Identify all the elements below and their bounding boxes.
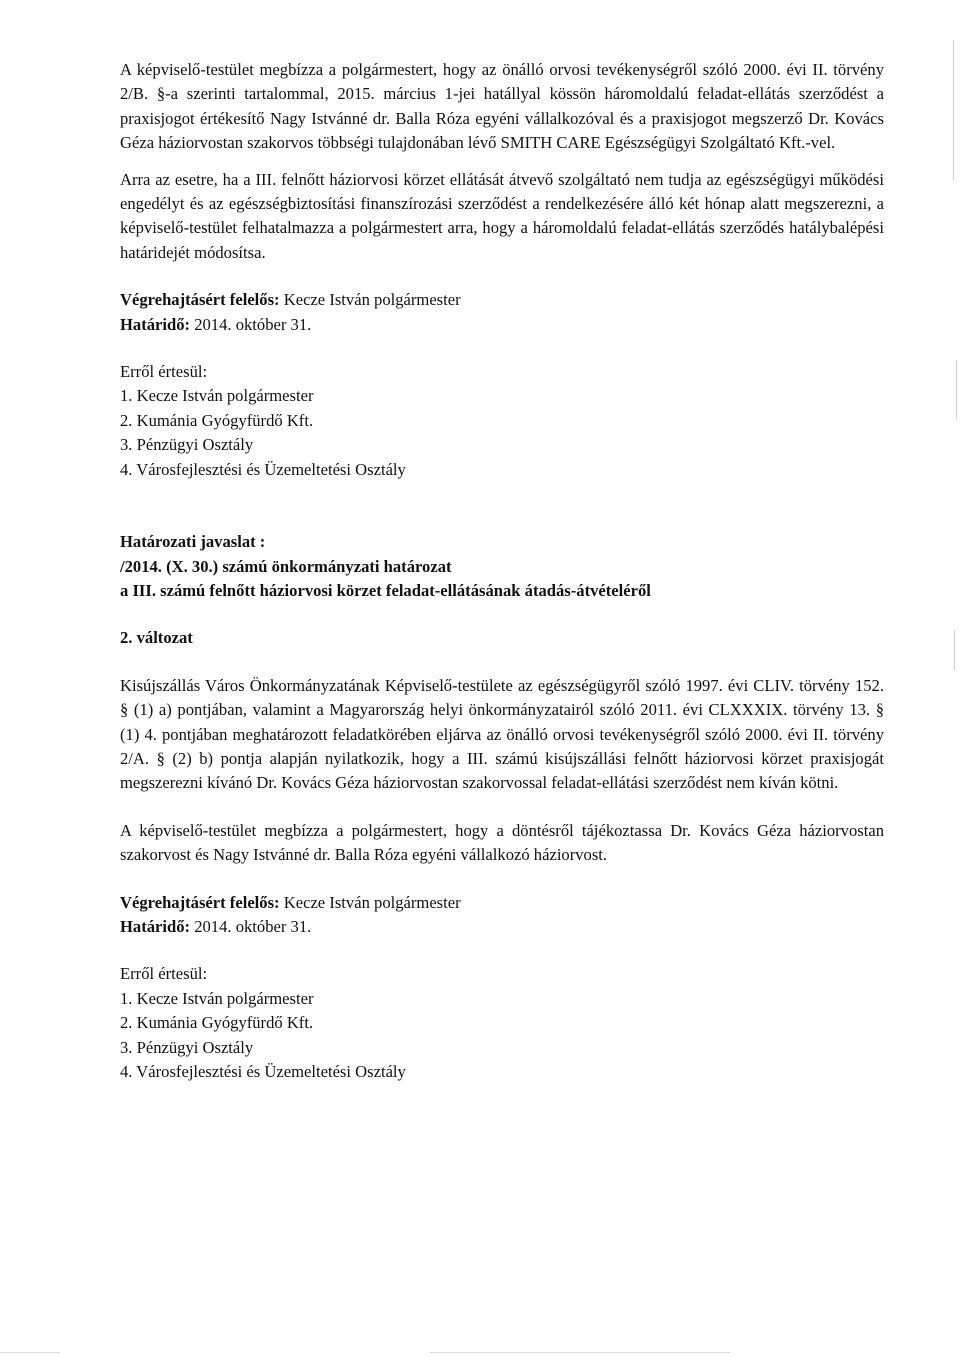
scan-bottom-speck-right [430, 1352, 730, 1353]
notify-list-1 [120, 384, 884, 482]
scan-edge-mark-lower [954, 630, 955, 670]
notify-label-2: Erről értesül: [120, 964, 208, 984]
scan-bottom-speck-left [0, 1352, 60, 1353]
list-item: 1. Kecze István polgármester [120, 386, 314, 406]
responsible-label: Végrehajtásért felelős: [120, 892, 280, 912]
responsible-label: Végrehajtásért felelős: [120, 290, 280, 310]
document-page [120, 58, 884, 1084]
deadline-value: 2014. október 31. [190, 314, 312, 334]
list-item: 3. Pénzügyi Osztály [120, 1037, 254, 1057]
deadline-line-1 [120, 313, 884, 337]
proposal-heading: Határozati javaslat : [120, 532, 266, 552]
notify-list-2 [120, 987, 884, 1085]
responsible-value: Kecze István polgármester [279, 290, 461, 310]
declaration-paragraph: Kisújszállás Város Önkormányzatának Képviselő-testülete az egészségügyről szóló 1997. évi CLIV. törvény 152. § (1) a) pontjában, valamint a Magyarország helyi önkormányzatairól szóló 2011. évi CLXXXIX. törvény 13. § (1) 4. pontjában meghatározott feladatkörében eljárva az önálló orvosi tevékenységről szóló 2000. évi II. törvény 2/A. § (2) b) pontja alapján nyilatkozik, hogy a III. számú kisújszállási felnőtt háziorvosi körzet praxisjogát megszerezni kívánó Dr. Kovács Géza háziorvostan szakorvossal feladat-ellátási szerződést nem kíván kötni. [120, 675, 884, 793]
list-item: 2. Kumánia Gyógyfürdő Kft. [120, 410, 314, 430]
deadline-line-2 [120, 915, 884, 939]
responsible-line-2 [120, 891, 884, 915]
scan-edge-mark-middle [956, 360, 957, 420]
mandate-paragraph-1: A képviselő-testület megbízza a polgármestert, hogy az önálló orvosi tevékenységről szóló 2000. évi II. törvény 2/B. §-a szerinti tartalommal, 2015. március 1-jei hatállyal kössön háromoldalú feladat-ellátás szerződést a praxisjogot értékesítő Nagy Istvánné dr. Balla Róza egyéni vállalkozóval és a praxisjogot megszerző Dr. Kovács Géza háziorvostan szakorvos többségi tulajdonában lévő SMITH CARE Egészségügyi Szolgáltató Kft.-vel. [120, 60, 884, 153]
deadline-value: 2014. október 31. [190, 916, 312, 936]
scan-edge-mark-top [953, 40, 954, 180]
notify-label-1: Erről értesül: [120, 362, 208, 382]
deadline-label: Határidő: [120, 314, 191, 334]
deadline-label: Határidő: [120, 916, 191, 936]
list-item: 3. Pénzügyi Osztály [120, 435, 254, 455]
list-item: 1. Kecze István polgármester [120, 988, 314, 1008]
resolution-number: /2014. (X. 30.) számú önkormányzati határozat [120, 556, 452, 576]
variant-label: 2. változat [120, 628, 193, 648]
responsible-line-1 [120, 288, 884, 312]
list-item: 4. Városfejlesztési és Üzemeltetési Osztály [120, 459, 406, 479]
list-item: 2. Kumánia Gyógyfürdő Kft. [120, 1013, 314, 1033]
resolution-subject: a III. számú felnőtt háziorvosi körzet feladat-ellátásának átadás-átvételéről [120, 580, 651, 600]
responsible-value: Kecze István polgármester [279, 892, 461, 912]
list-item: 4. Városfejlesztési és Üzemeltetési Osztály [120, 1062, 406, 1081]
contingency-paragraph: Arra az esetre, ha a III. felnőtt háziorvosi körzet ellátását átvevő szolgáltató nem tudja az egészségügyi működési engedélyt és az egészségbiztosítási finanszírozási szerződést a rendelkezésére álló két hónap alatt megszerezni, a képviselő-testület felhatalmazza a polgármestert arra, hogy a háromoldalú feladat-ellátás szerződés hatálybalépési határidejét módosítsa. [120, 169, 884, 262]
mandate-paragraph-2: A képviselő-testület megbízza a polgármestert, hogy a döntésről tájékoztassa Dr. Kovács Géza háziorvostan szakorvost és Nagy Istvánné dr. Balla Róza egyéni vállalkozó háziorvost. [120, 820, 884, 865]
